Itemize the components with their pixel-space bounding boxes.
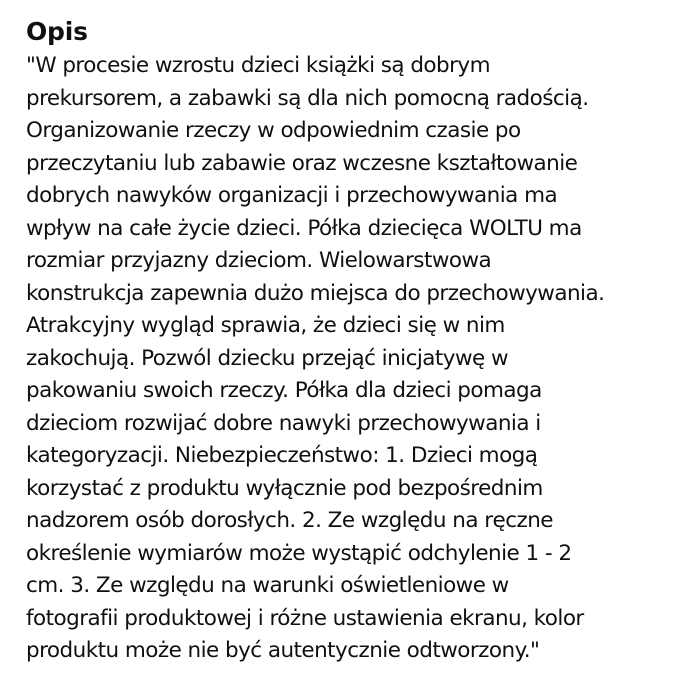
description-text — [26, 50, 649, 668]
description-line: dobrych nawyków organizacji i przechowywania ma — [26, 183, 558, 208]
description-line: korzystać z produktu wyłącznie pod bezpośrednim — [26, 475, 543, 501]
section-title: Opis — [26, 17, 88, 46]
description-line: określenie wymiarów może wystąpić odchylenie 1 - 2 — [26, 540, 572, 566]
description-line: cm. 3. Ze względu na warunki oświetleniowe w — [26, 573, 509, 598]
description-line: "W procesie wzrostu dzieci książki są dobrym — [26, 53, 490, 78]
description-line: konstrukcja zapewnia dużo miejsca do przechowywania. — [26, 280, 605, 306]
description-line: przeczytaniu lub zabawie oraz wczesne kształtowanie — [26, 150, 578, 176]
description-line: nadzorem osób dorosłych. 2. Ze względu na ręczne — [26, 508, 553, 533]
description-line: Organizowanie rzeczy w odpowiednim czasie po — [26, 118, 521, 143]
description-line: zakochują. Pozwól dziecku przejąć inicjatywę w — [26, 345, 509, 371]
description-line: dzieciom rozwijać dobre nawyki przechowywania i — [26, 410, 541, 436]
description-line: prekursorem, a zabawki są dla nich pomocną radością. — [26, 85, 589, 111]
description-line: rozmiar przyjazny dzieciom. Wielowarstwowa — [26, 248, 492, 273]
description-line: wpływ na całe życie dzieci. Półka dziecięca WOLTU ma — [26, 215, 582, 241]
description-line: pakowaniu swoich rzeczy. Półka dla dzieci pomaga — [26, 378, 542, 403]
description-line: produktu może nie być autentycznie odtworzony." — [26, 638, 540, 663]
description-line: Atrakcyjny wygląd sprawia, że dzieci się w nim — [26, 313, 505, 338]
description-line: kategoryzacji. Niebezpieczeństwo: 1. Dzieci mogą — [26, 443, 538, 468]
description-line: fotografii produktowej i różne ustawienia ekranu, kolor — [26, 605, 584, 631]
